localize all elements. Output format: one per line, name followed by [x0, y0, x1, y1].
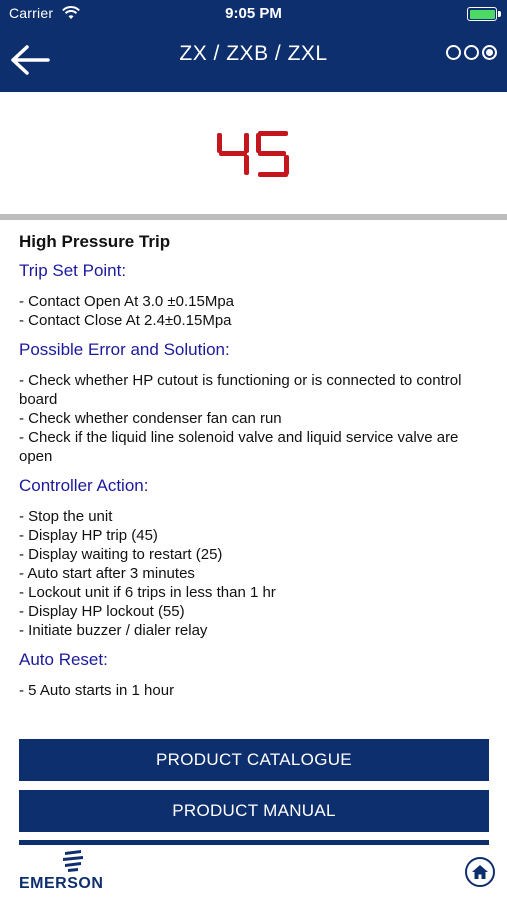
list-item: - Initiate buzzer / dialer relay: [19, 622, 208, 639]
list-item: - Check whether HP cutout is functioning or is connected to control board: [19, 372, 462, 408]
list-item: - Contact Close At 2.4±0.15Mpa: [19, 312, 232, 329]
list-item: - Auto start after 3 minutes: [19, 565, 195, 582]
list-item: - Check whether condenser fan can run: [19, 410, 282, 427]
clock: 9:05 PM: [225, 5, 282, 22]
emerson-logo: [19, 848, 129, 892]
list-item: - Display HP trip (45): [19, 527, 158, 544]
carrier-label: Carrier: [9, 5, 54, 21]
battery-icon: [467, 7, 497, 21]
seven-segment-code: [214, 129, 294, 179]
section-divider: [0, 214, 507, 220]
bottom-divider: [19, 840, 489, 845]
battery-tip: [498, 11, 501, 17]
page-title: ZX / ZXB / ZXL: [179, 42, 328, 65]
product-catalogue-button[interactable]: PRODUCT CATALOGUE: [19, 739, 489, 781]
list-item: - Contact Open At 3.0 ±0.15Mpa: [19, 293, 235, 310]
page-dot-3-active[interactable]: [482, 45, 497, 60]
code-display: [0, 92, 507, 216]
list-item: - Display waiting to restart (25): [19, 546, 223, 563]
section-heading-possible-error: Possible Error and Solution:: [19, 340, 230, 359]
navigation-bar: [0, 28, 507, 92]
section-body-auto-reset: [19, 681, 494, 700]
status-bar: [0, 0, 507, 28]
list-item: - Lockout unit if 6 trips in less than 1 hr: [19, 584, 276, 601]
list-item: - Display HP lockout (55): [19, 603, 185, 620]
section-body-controller-action: [19, 507, 494, 640]
section-heading-auto-reset: Auto Reset:: [19, 650, 108, 669]
page-dot-2[interactable]: [464, 45, 479, 60]
section-body-possible-error: [19, 371, 494, 466]
section-body-trip-set-point: [19, 292, 494, 330]
alarm-details: [19, 232, 494, 710]
home-button[interactable]: [465, 857, 495, 887]
section-heading-trip-set-point: Trip Set Point:: [19, 261, 127, 280]
list-item: - Stop the unit: [19, 508, 113, 525]
product-manual-button[interactable]: PRODUCT MANUAL: [19, 790, 489, 832]
alarm-title: High Pressure Trip: [19, 232, 171, 251]
section-heading-controller-action: Controller Action:: [19, 476, 149, 495]
emerson-wordmark: EMERSON: [19, 875, 104, 892]
page-dot-1[interactable]: [446, 45, 461, 60]
home-icon: [471, 864, 489, 880]
emerson-logo-icon: [59, 848, 89, 874]
list-item: - Check if the liquid line solenoid valve and liquid service valve are open: [19, 429, 459, 465]
page-indicator[interactable]: [446, 45, 497, 60]
list-item: - 5 Auto starts in 1 hour: [19, 682, 175, 699]
